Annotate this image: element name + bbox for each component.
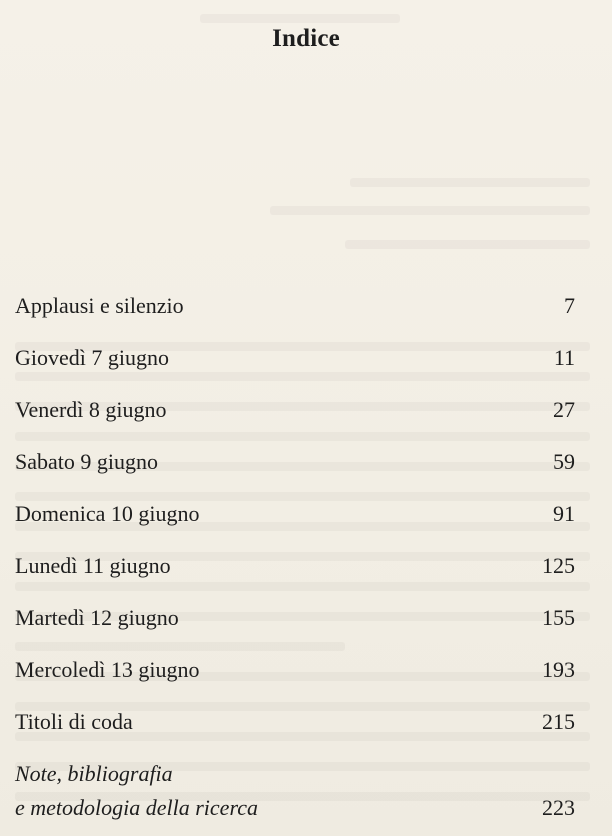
page-title: Indice — [272, 24, 340, 52]
toc-entry-page: 223 — [542, 795, 575, 820]
toc-entry — [15, 341, 575, 393]
toc-entry-notes — [15, 757, 575, 825]
table-of-contents — [15, 289, 575, 825]
toc-entry-page: 193 — [542, 657, 575, 682]
toc-entry-label: Lunedì 11 giugno — [15, 553, 171, 578]
toc-entry-page: 125 — [542, 553, 575, 578]
toc-entry-page: 91 — [553, 501, 575, 526]
toc-entry — [15, 497, 575, 549]
toc-entry-label — [15, 757, 258, 825]
toc-entry-label-line: e metodologia della ricerca — [15, 795, 258, 820]
toc-entry — [15, 445, 575, 497]
toc-entry-page: 155 — [542, 605, 575, 630]
toc-entry-label: Applausi e silenzio — [15, 293, 184, 318]
toc-entry — [15, 549, 575, 601]
toc-entry — [15, 393, 575, 445]
toc-entry-label: Martedì 12 giugno — [15, 605, 179, 630]
toc-entry — [15, 653, 575, 705]
toc-entry-label: Sabato 9 giugno — [15, 449, 158, 474]
toc-entry — [15, 705, 575, 757]
toc-entry-label: Mercoledì 13 giugno — [15, 657, 200, 682]
toc-entry-label: Venerdì 8 giugno — [15, 397, 167, 422]
toc-entry-label: Domenica 10 giugno — [15, 501, 200, 526]
toc-entry-label-line: Note, bibliografia — [15, 761, 173, 786]
toc-entry-page: 11 — [553, 345, 575, 370]
toc-entry-page: 27 — [553, 397, 575, 422]
toc-entry-label: Giovedì 7 giugno — [15, 345, 169, 370]
toc-entry-page: 7 — [564, 293, 575, 318]
toc-entry-page: 215 — [542, 709, 575, 734]
toc-entry-label: Titoli di coda — [15, 709, 133, 734]
toc-entry — [15, 601, 575, 653]
toc-entry-page: 59 — [553, 449, 575, 474]
toc-entry — [15, 289, 575, 341]
